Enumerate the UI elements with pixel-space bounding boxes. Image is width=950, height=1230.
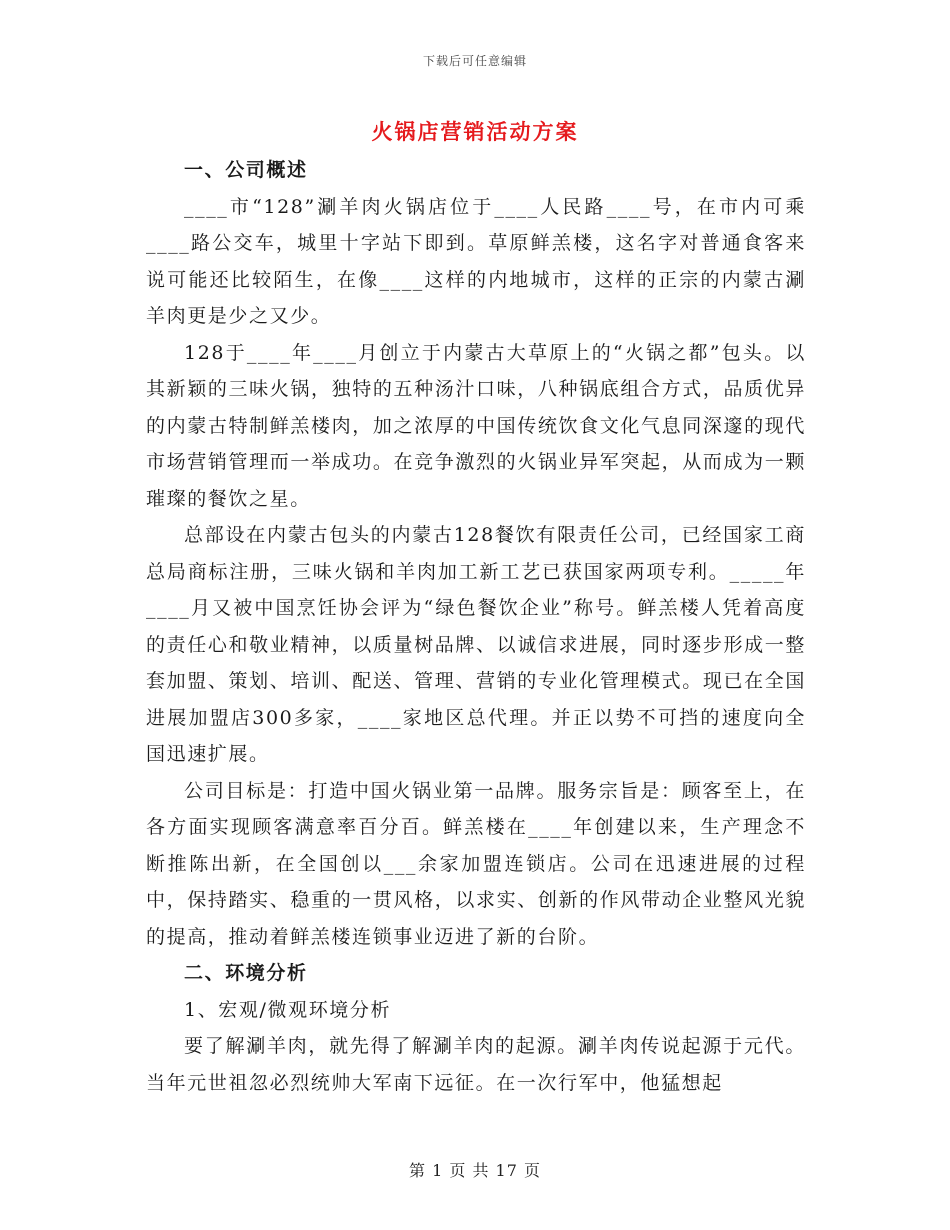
paragraph-headquarters: 总部设在内蒙古包头的内蒙古128餐饮有限责任公司，已经国家工商总局商标注册，三味火锅和羊肉加工新工艺已获国家两项专利。_____年____月又被中国烹饪协会评为“绿色餐饮企业”称号。鲜羔楼人凭着高度的责任心和敬业精神，以质量树品牌、以诚信求进展，同时逐步形成一整套加盟、策划、培训、配送、管理、营销的专业化管理模式。现已在全国进展加盟店300多家，____家地区总代理。并正以势不可挡的速度向全国迅速扩展。	[146, 524, 806, 765]
paragraph-history: 128于____年____月创立于内蒙古大草原上的“火锅之都”包头。以其新颖的三味火锅，独特的五种汤汁口味，八种锅底组合方式，品质优异的内蒙古特制鲜羔楼肉，加之浓厚的中国传统饮食文化气息同深邃的现代市场营销管理而一举成功。在竞争激烈的火锅业异军突起，从而成为一颗璀璨的餐饮之星。	[146, 341, 806, 510]
subsection-heading-macro-micro: 1、宏观/微观环境分析	[184, 998, 392, 1021]
header-note: 下载后可任意编辑	[422, 54, 527, 68]
paragraph-origin: 要了解涮羊肉，就先得了解涮羊肉的起源。涮羊肉传说起源于元代。当年元世祖忽必烈统帅大军南下远征。在一次行军中，他猛想起	[146, 1035, 806, 1094]
page-number: 第 1 页 共 17 页	[409, 1161, 541, 1180]
document-body	[146, 152, 806, 1101]
section-heading-overview: 一、公司概述	[184, 159, 308, 181]
paragraph-goals: 公司目标是：打造中国火锅业第一品牌。服务宗旨是：顾客至上，在各方面实现顾客满意率百分百。鲜羔楼在____年创建以来，生产理念不断推陈出新，在全国创以___余家加盟连锁店。公司在迅速进展的过程中，保持踏实、稳重的一贯风格，以求实、创新的作风带动企业整风光貌的提高，推动着鲜羔楼连锁事业迈进了新的台阶。	[146, 779, 806, 948]
document-title: 火锅店营销活动方案	[371, 120, 579, 144]
paragraph-location: ____市“128”涮羊肉火锅店位于____人民路____号，在市内可乘____路公交车，城里十字站下即到。草原鲜羔楼，这名字对普通食客来说可能还比较陌生，在像____这样的内地城市，这样的正宗的内蒙古涮羊肉更是少之又少。	[146, 195, 806, 327]
section-heading-environment: 二、环境分析	[184, 962, 308, 984]
